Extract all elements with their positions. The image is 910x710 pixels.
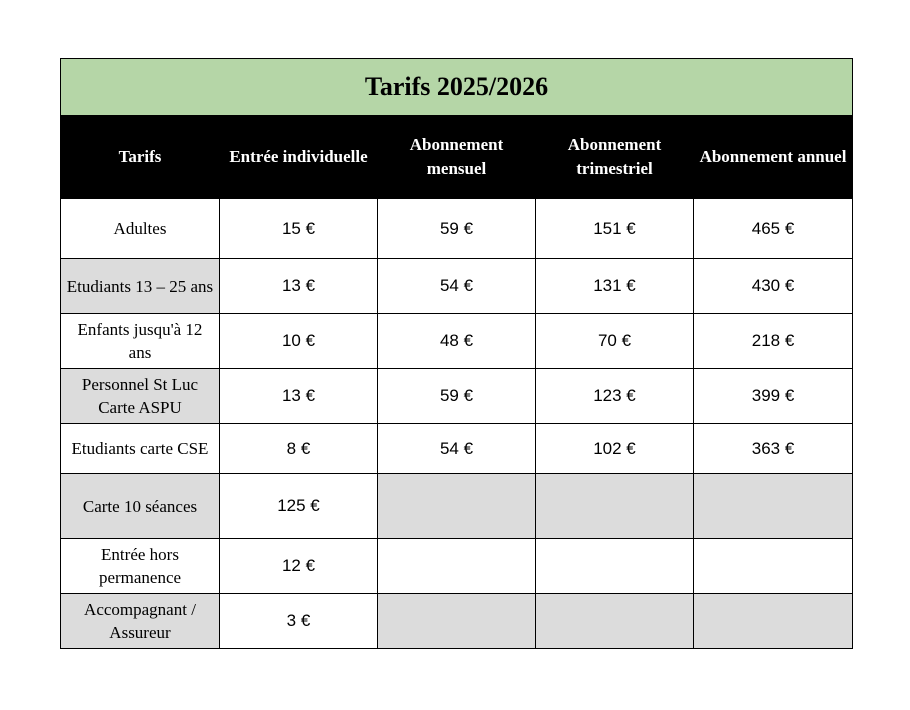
- header-abonnement-trimestriel: Abonnement trimestriel: [536, 116, 694, 199]
- price-cell: 15 €: [220, 199, 378, 259]
- header-tarifs: Tarifs: [61, 116, 220, 199]
- table-row: [61, 594, 853, 649]
- price-cell: 13 €: [220, 259, 378, 314]
- empty-cell: [378, 594, 536, 649]
- row-label: Enfants jusqu'à 12 ans: [61, 314, 220, 369]
- header-abonnement-mensuel: Abonnement mensuel: [378, 116, 536, 199]
- price-cell: 48 €: [378, 314, 536, 369]
- header-abonnement-annuel: Abonnement annuel: [694, 116, 853, 199]
- price-cell: 131 €: [536, 259, 694, 314]
- price-cell: 70 €: [536, 314, 694, 369]
- price-cell: 430 €: [694, 259, 853, 314]
- table-row: [61, 424, 853, 474]
- empty-cell: [536, 594, 694, 649]
- row-label: Accompagnant / Assureur: [61, 594, 220, 649]
- price-cell: 10 €: [220, 314, 378, 369]
- row-label: Carte 10 séances: [61, 474, 220, 539]
- price-cell: 3 €: [220, 594, 378, 649]
- empty-cell: [694, 539, 853, 594]
- table-row: [61, 539, 853, 594]
- table-row: [61, 369, 853, 424]
- empty-cell: [694, 474, 853, 539]
- price-cell: 399 €: [694, 369, 853, 424]
- header-row: [61, 116, 853, 199]
- title-row: [61, 59, 853, 116]
- price-cell: 123 €: [536, 369, 694, 424]
- empty-cell: [378, 474, 536, 539]
- table-row: [61, 474, 853, 539]
- price-cell: 102 €: [536, 424, 694, 474]
- price-cell: 12 €: [220, 539, 378, 594]
- table-row: [61, 199, 853, 259]
- row-label: Adultes: [61, 199, 220, 259]
- price-cell: 54 €: [378, 259, 536, 314]
- header-entree-individuelle: Entrée individuelle: [220, 116, 378, 199]
- row-label: Entrée hors permanence: [61, 539, 220, 594]
- table-row: [61, 259, 853, 314]
- row-label: Etudiants 13 – 25 ans: [61, 259, 220, 314]
- empty-cell: [536, 539, 694, 594]
- price-cell: 59 €: [378, 369, 536, 424]
- table-title: Tarifs 2025/2026: [61, 59, 853, 116]
- tariff-table: [60, 58, 853, 649]
- price-cell: 465 €: [694, 199, 853, 259]
- price-cell: 59 €: [378, 199, 536, 259]
- table-row: [61, 314, 853, 369]
- empty-cell: [536, 474, 694, 539]
- empty-cell: [378, 539, 536, 594]
- price-cell: 363 €: [694, 424, 853, 474]
- price-cell: 54 €: [378, 424, 536, 474]
- price-cell: 125 €: [220, 474, 378, 539]
- row-label: Etudiants carte CSE: [61, 424, 220, 474]
- price-cell: 13 €: [220, 369, 378, 424]
- empty-cell: [694, 594, 853, 649]
- row-label: Personnel St Luc Carte ASPU: [61, 369, 220, 424]
- price-cell: 218 €: [694, 314, 853, 369]
- price-cell: 8 €: [220, 424, 378, 474]
- price-cell: 151 €: [536, 199, 694, 259]
